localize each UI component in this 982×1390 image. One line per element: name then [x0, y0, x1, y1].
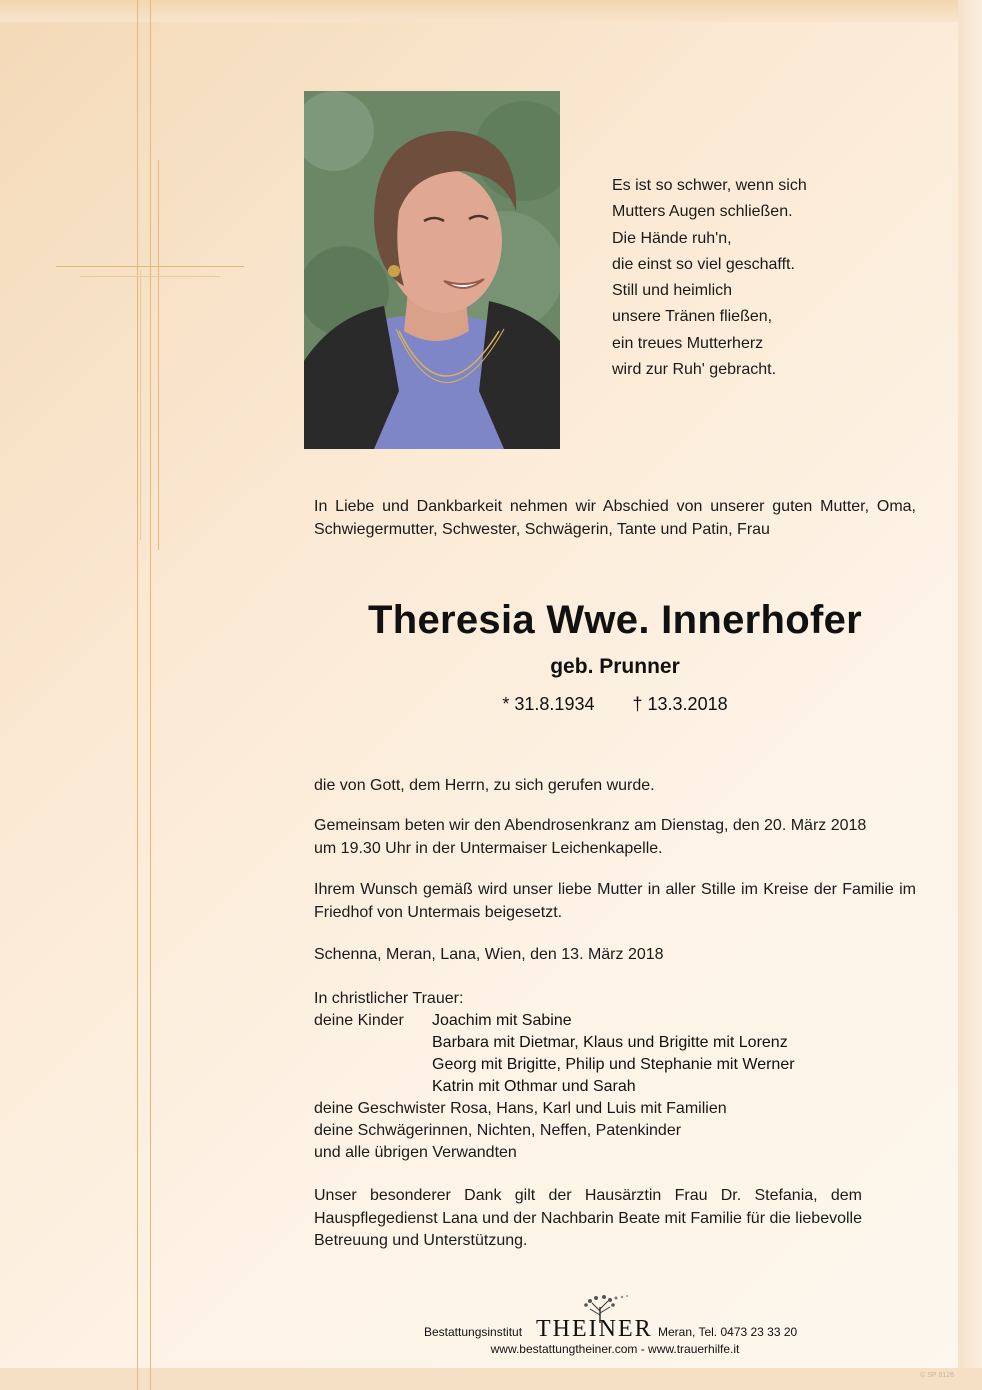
burial-text: Ihrem Wunsch gemäß wird unser liebe Mutter in aller Stille im Kreise der Familie im Friedhof von Untermais beigesetzt.: [314, 881, 916, 921]
bottom-border: [0, 1368, 982, 1390]
logo-text: THEINER: [536, 1316, 653, 1342]
poem-line: Still und heimlich: [612, 282, 733, 300]
called-text: die von Gott, dem Herrn, zu sich gerufen wurde.: [314, 777, 655, 794]
poem-line: Die Hände ruh'n,: [612, 229, 732, 247]
place-date-text: Schenna, Meran, Lana, Wien, den 13. März 2018: [314, 946, 664, 963]
right-border: [958, 0, 982, 1390]
decor-line-1: [137, 0, 138, 1390]
poem-line: wird zur Ruh' gebracht.: [612, 361, 777, 379]
thanks-text: Unser besonderer Dank gilt der Hausärztin Frau Dr. Stefania, dem Hauspflegedienst Lana und der Nachbarin Beate mit Familie für die liebevolle Betreuung und Unterstützung.: [314, 1187, 862, 1249]
poem-line: Mutters Augen schließen.: [612, 203, 793, 221]
poem-line: ein treues Mutterherz: [612, 334, 764, 352]
birth-name: geb. Prunner: [550, 655, 680, 678]
poem-line: unsere Tränen fließen,: [612, 308, 773, 326]
poem: [612, 173, 932, 383]
copyright-text: © SP 8126: [920, 1372, 954, 1379]
decor-line-2: [150, 0, 151, 1390]
kids-label: deine Kinder: [314, 1012, 404, 1029]
life-dates: [300, 694, 930, 715]
kids-line: Katrin mit Othmar und Sarah: [432, 1078, 636, 1095]
contact-text: Meran, Tel. 0473 23 33 20: [658, 1325, 798, 1339]
poem-line: die einst so viel geschafft.: [612, 255, 795, 273]
mourning-intro: In christlicher Trauer:: [314, 990, 464, 1007]
poem-line: Es ist so schwer, wenn sich: [612, 177, 807, 194]
rosary-text: Gemeinsam beten wir den Abendrosenkranz am Dienstag, den 20. März 2018 um 19.30 Uhr in der Untermaiser Leichenkapelle.: [314, 817, 867, 857]
institute-label: Bestattungsinstitut: [424, 1325, 523, 1339]
kids-line: Georg mit Brigitte, Philip und Stephanie mit Werner: [432, 1056, 795, 1073]
kids-line: Barbara mit Dietmar, Klaus und Brigitte mit Lorenz: [432, 1034, 788, 1051]
deceased-name: Theresia Wwe. Innerhofer: [368, 598, 862, 642]
birth-date: * 31.8.1934: [502, 694, 595, 714]
portrait-photo: [304, 91, 560, 449]
kids-line: Joachim mit Sabine: [432, 1012, 572, 1029]
siblings-text: deine Geschwister Rosa, Hans, Karl und Luis mit Familien: [314, 1100, 727, 1117]
top-border: [0, 0, 982, 22]
relatives-text: und alle übrigen Verwandten: [314, 1144, 517, 1161]
intro-text: In Liebe und Dankbarkeit nehmen wir Abschied von unserer guten Mutter, Oma, Schwiegermutter, Schwester, Schwägerin, Tante und Patin, Frau: [314, 498, 916, 538]
footer-links: www.bestattungtheiner.com - www.trauerhilfe.it: [490, 1342, 740, 1356]
inlaws-text: deine Schwägerinnen, Nichten, Neffen, Patenkinder: [314, 1122, 682, 1139]
death-date: † 13.3.2018: [632, 694, 728, 714]
